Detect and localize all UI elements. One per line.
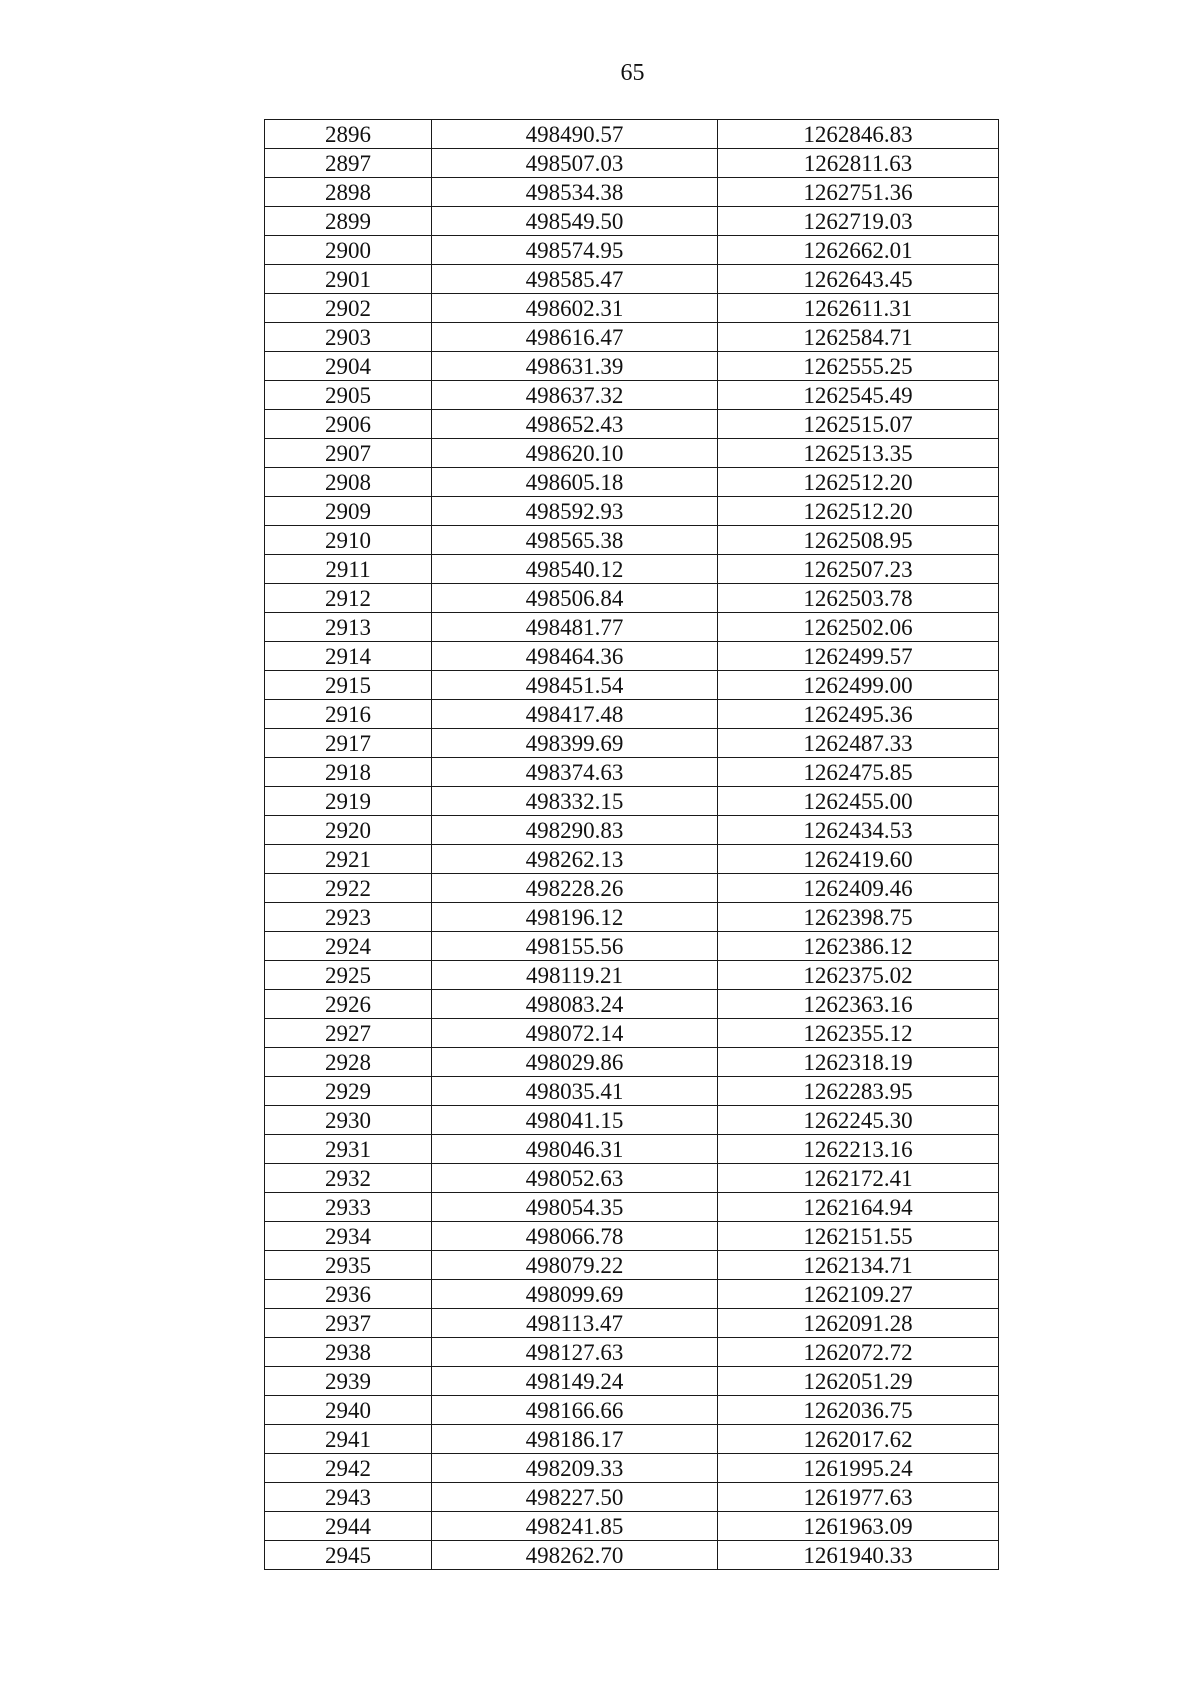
x-coordinate-cell: 498565.38 [432,526,718,555]
table-row [265,1019,999,1048]
y-coordinate-cell: 1262091.28 [718,1309,999,1338]
point-number-cell: 2943 [265,1483,432,1512]
y-coordinate-cell: 1262584.71 [718,323,999,352]
x-coordinate-cell: 498602.31 [432,294,718,323]
table-row [265,903,999,932]
point-number-cell: 2923 [265,903,432,932]
point-number-cell: 2935 [265,1251,432,1280]
y-coordinate-cell: 1261977.63 [718,1483,999,1512]
table-row [265,1512,999,1541]
point-number-cell: 2919 [265,787,432,816]
y-coordinate-cell: 1262245.30 [718,1106,999,1135]
table-row [265,700,999,729]
y-coordinate-cell: 1262508.95 [718,526,999,555]
x-coordinate-cell: 498072.14 [432,1019,718,1048]
table-row [265,845,999,874]
point-number-cell: 2913 [265,613,432,642]
y-coordinate-cell: 1262719.03 [718,207,999,236]
y-coordinate-cell: 1261940.33 [718,1541,999,1570]
x-coordinate-cell: 498196.12 [432,903,718,932]
table-row [265,1367,999,1396]
x-coordinate-cell: 498464.36 [432,642,718,671]
x-coordinate-cell: 498113.47 [432,1309,718,1338]
y-coordinate-cell: 1262513.35 [718,439,999,468]
point-number-cell: 2911 [265,555,432,584]
x-coordinate-cell: 498186.17 [432,1425,718,1454]
y-coordinate-cell: 1262398.75 [718,903,999,932]
coordinates-table-body [265,120,999,1570]
table-row [265,1135,999,1164]
y-coordinate-cell: 1262846.83 [718,120,999,149]
x-coordinate-cell: 498083.24 [432,990,718,1019]
point-number-cell: 2922 [265,874,432,903]
y-coordinate-cell: 1262499.57 [718,642,999,671]
point-number-cell: 2902 [265,294,432,323]
x-coordinate-cell: 498631.39 [432,352,718,381]
y-coordinate-cell: 1262475.85 [718,758,999,787]
x-coordinate-cell: 498616.47 [432,323,718,352]
table-row [265,1106,999,1135]
table-row [265,236,999,265]
y-coordinate-cell: 1262503.78 [718,584,999,613]
table-row [265,932,999,961]
y-coordinate-cell: 1262134.71 [718,1251,999,1280]
table-row [265,1048,999,1077]
point-number-cell: 2896 [265,120,432,149]
point-number-cell: 2930 [265,1106,432,1135]
x-coordinate-cell: 498241.85 [432,1512,718,1541]
x-coordinate-cell: 498149.24 [432,1367,718,1396]
x-coordinate-cell: 498046.31 [432,1135,718,1164]
point-number-cell: 2932 [265,1164,432,1193]
table-row [265,584,999,613]
table-row [265,468,999,497]
point-number-cell: 2905 [265,381,432,410]
x-coordinate-cell: 498585.47 [432,265,718,294]
table-row [265,729,999,758]
page-number: 65 [620,60,645,86]
point-number-cell: 2914 [265,642,432,671]
x-coordinate-cell: 498209.33 [432,1454,718,1483]
point-number-cell: 2916 [265,700,432,729]
table-row [265,874,999,903]
table-row [265,642,999,671]
y-coordinate-cell: 1262611.31 [718,294,999,323]
point-number-cell: 2938 [265,1338,432,1367]
point-number-cell: 2924 [265,932,432,961]
table-row [265,1309,999,1338]
point-number-cell: 2929 [265,1077,432,1106]
table-row [265,439,999,468]
x-coordinate-cell: 498481.77 [432,613,718,642]
y-coordinate-cell: 1262109.27 [718,1280,999,1309]
point-number-cell: 2904 [265,352,432,381]
point-number-cell: 2918 [265,758,432,787]
table-row [265,816,999,845]
table-row [265,207,999,236]
table-row [265,120,999,149]
table-row [265,294,999,323]
table-row [265,1454,999,1483]
table-row [265,381,999,410]
x-coordinate-cell: 498052.63 [432,1164,718,1193]
table-row [265,1164,999,1193]
y-coordinate-cell: 1262213.16 [718,1135,999,1164]
point-number-cell: 2927 [265,1019,432,1048]
table-row [265,1222,999,1251]
x-coordinate-cell: 498592.93 [432,497,718,526]
y-coordinate-cell: 1262017.62 [718,1425,999,1454]
y-coordinate-cell: 1262495.36 [718,700,999,729]
x-coordinate-cell: 498605.18 [432,468,718,497]
y-coordinate-cell: 1262515.07 [718,410,999,439]
y-coordinate-cell: 1262455.00 [718,787,999,816]
y-coordinate-cell: 1262643.45 [718,265,999,294]
table-row [265,265,999,294]
x-coordinate-cell: 498054.35 [432,1193,718,1222]
table-row [265,1396,999,1425]
point-number-cell: 2944 [265,1512,432,1541]
point-number-cell: 2917 [265,729,432,758]
table-row [265,671,999,700]
y-coordinate-cell: 1261963.09 [718,1512,999,1541]
x-coordinate-cell: 498035.41 [432,1077,718,1106]
y-coordinate-cell: 1262318.19 [718,1048,999,1077]
y-coordinate-cell: 1262164.94 [718,1193,999,1222]
x-coordinate-cell: 498506.84 [432,584,718,613]
y-coordinate-cell: 1262151.55 [718,1222,999,1251]
table-row [265,1280,999,1309]
x-coordinate-cell: 498262.13 [432,845,718,874]
table-row [265,178,999,207]
y-coordinate-cell: 1262283.95 [718,1077,999,1106]
x-coordinate-cell: 498227.50 [432,1483,718,1512]
y-coordinate-cell: 1262375.02 [718,961,999,990]
x-coordinate-cell: 498127.63 [432,1338,718,1367]
table-row [265,1425,999,1454]
table-row [265,1483,999,1512]
point-number-cell: 2939 [265,1367,432,1396]
table-row [265,1077,999,1106]
x-coordinate-cell: 498417.48 [432,700,718,729]
y-coordinate-cell: 1262355.12 [718,1019,999,1048]
point-number-cell: 2899 [265,207,432,236]
x-coordinate-cell: 498540.12 [432,555,718,584]
table-row [265,787,999,816]
table-row [265,410,999,439]
point-number-cell: 2909 [265,497,432,526]
y-coordinate-cell: 1261995.24 [718,1454,999,1483]
point-number-cell: 2934 [265,1222,432,1251]
y-coordinate-cell: 1262502.06 [718,613,999,642]
table-row [265,758,999,787]
x-coordinate-cell: 498166.66 [432,1396,718,1425]
y-coordinate-cell: 1262363.16 [718,990,999,1019]
table-row [265,497,999,526]
table-row [265,613,999,642]
x-coordinate-cell: 498119.21 [432,961,718,990]
table-row [265,961,999,990]
point-number-cell: 2931 [265,1135,432,1164]
point-number-cell: 2936 [265,1280,432,1309]
point-number-cell: 2945 [265,1541,432,1570]
table-row [265,149,999,178]
point-number-cell: 2908 [265,468,432,497]
coordinates-table [264,119,999,1570]
point-number-cell: 2906 [265,410,432,439]
point-number-cell: 2907 [265,439,432,468]
point-number-cell: 2937 [265,1309,432,1338]
point-number-cell: 2926 [265,990,432,1019]
y-coordinate-cell: 1262512.20 [718,468,999,497]
table-row [265,1338,999,1367]
y-coordinate-cell: 1262419.60 [718,845,999,874]
y-coordinate-cell: 1262386.12 [718,932,999,961]
point-number-cell: 2901 [265,265,432,294]
table-row [265,990,999,1019]
point-number-cell: 2921 [265,845,432,874]
x-coordinate-cell: 498637.32 [432,381,718,410]
x-coordinate-cell: 498066.78 [432,1222,718,1251]
x-coordinate-cell: 498574.95 [432,236,718,265]
y-coordinate-cell: 1262662.01 [718,236,999,265]
y-coordinate-cell: 1262409.46 [718,874,999,903]
x-coordinate-cell: 498620.10 [432,439,718,468]
point-number-cell: 2933 [265,1193,432,1222]
point-number-cell: 2912 [265,584,432,613]
x-coordinate-cell: 498228.26 [432,874,718,903]
x-coordinate-cell: 498041.15 [432,1106,718,1135]
y-coordinate-cell: 1262434.53 [718,816,999,845]
point-number-cell: 2897 [265,149,432,178]
y-coordinate-cell: 1262811.63 [718,149,999,178]
table-row [265,352,999,381]
x-coordinate-cell: 498262.70 [432,1541,718,1570]
point-number-cell: 2915 [265,671,432,700]
point-number-cell: 2925 [265,961,432,990]
x-coordinate-cell: 498399.69 [432,729,718,758]
table-row [265,1541,999,1570]
y-coordinate-cell: 1262499.00 [718,671,999,700]
y-coordinate-cell: 1262751.36 [718,178,999,207]
point-number-cell: 2940 [265,1396,432,1425]
point-number-cell: 2910 [265,526,432,555]
table-row [265,526,999,555]
x-coordinate-cell: 498507.03 [432,149,718,178]
point-number-cell: 2900 [265,236,432,265]
point-number-cell: 2898 [265,178,432,207]
x-coordinate-cell: 498549.50 [432,207,718,236]
y-coordinate-cell: 1262512.20 [718,497,999,526]
y-coordinate-cell: 1262051.29 [718,1367,999,1396]
x-coordinate-cell: 498155.56 [432,932,718,961]
y-coordinate-cell: 1262172.41 [718,1164,999,1193]
y-coordinate-cell: 1262487.33 [718,729,999,758]
point-number-cell: 2928 [265,1048,432,1077]
x-coordinate-cell: 498490.57 [432,120,718,149]
y-coordinate-cell: 1262507.23 [718,555,999,584]
table-row [265,555,999,584]
x-coordinate-cell: 498652.43 [432,410,718,439]
x-coordinate-cell: 498079.22 [432,1251,718,1280]
x-coordinate-cell: 498534.38 [432,178,718,207]
x-coordinate-cell: 498099.69 [432,1280,718,1309]
point-number-cell: 2903 [265,323,432,352]
x-coordinate-cell: 498451.54 [432,671,718,700]
y-coordinate-cell: 1262545.49 [718,381,999,410]
point-number-cell: 2942 [265,1454,432,1483]
y-coordinate-cell: 1262555.25 [718,352,999,381]
point-number-cell: 2941 [265,1425,432,1454]
table-row [265,1193,999,1222]
table-row [265,1251,999,1280]
x-coordinate-cell: 498374.63 [432,758,718,787]
x-coordinate-cell: 498029.86 [432,1048,718,1077]
table-row [265,323,999,352]
y-coordinate-cell: 1262072.72 [718,1338,999,1367]
point-number-cell: 2920 [265,816,432,845]
x-coordinate-cell: 498332.15 [432,787,718,816]
x-coordinate-cell: 498290.83 [432,816,718,845]
y-coordinate-cell: 1262036.75 [718,1396,999,1425]
